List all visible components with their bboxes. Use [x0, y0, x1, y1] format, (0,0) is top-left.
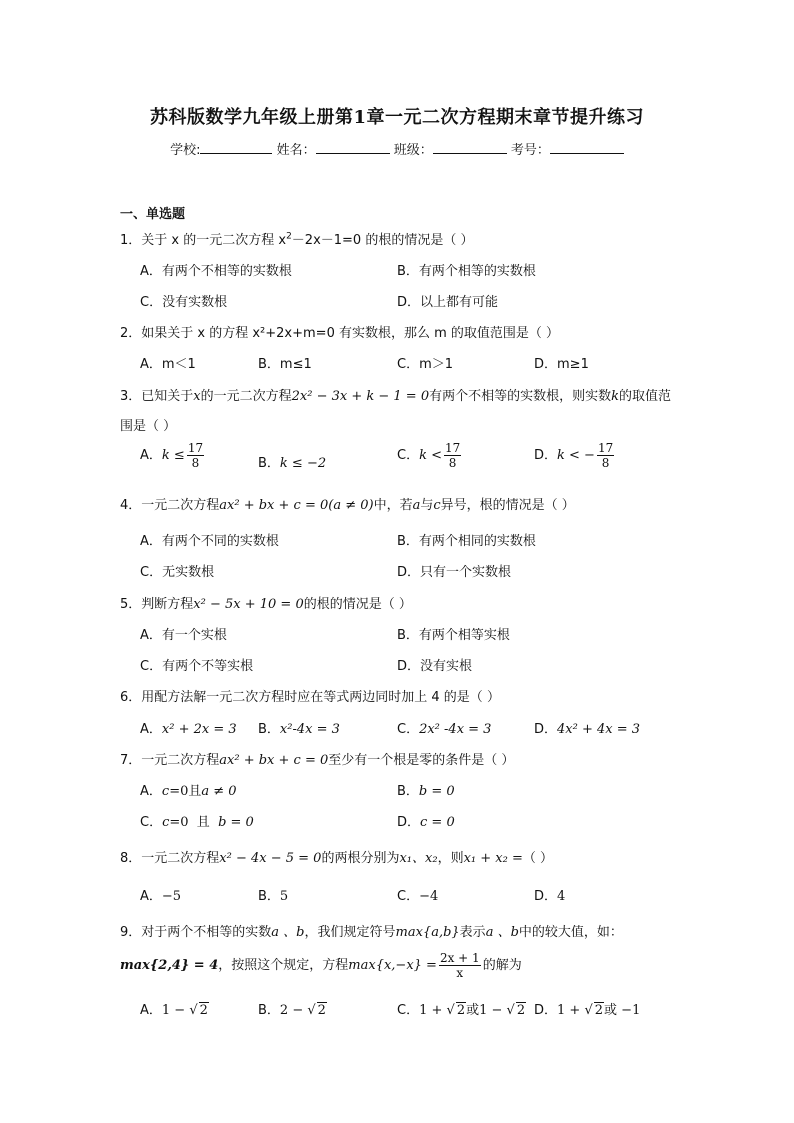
question-1-option-b[interactable]: B．有两个相等的实数根 — [397, 264, 536, 279]
question-4-option-c[interactable]: C．无实数根 — [140, 565, 215, 580]
question-7-option-a[interactable]: A．c=0且a ≠ 0 — [140, 784, 237, 799]
question-9-stem-line2: max{2,4} = 4，按照这个规定，方程max{x,−x} = $\frac{2x + 1}{x}$ 的解为 — [120, 951, 522, 980]
fraction: $\frac{17}{8}$ — [597, 441, 614, 470]
question-9-option-d[interactable]: D．1 + √ 2或 −1 — [534, 1003, 641, 1018]
question-1-stem: 1．关于 x 的一元二次方程 $x^2-2x-1=0$ 的根的情况是（ ） — [120, 231, 474, 248]
question-3-option-c[interactable]: C．k < $\frac{17}{8}$ — [397, 441, 461, 470]
question-6-stem: 6．用配方法解一元二次方程时应在等式两边同时加上 4 的是（ ） — [120, 690, 500, 705]
question-7-stem: 7．一元二次方程ax² + bx + c = 0至少有一个根是零的条件是（ ） — [120, 753, 515, 768]
id-label: 考号： — [510, 143, 550, 158]
student-info-line — [0, 139, 794, 158]
question-4-stem: 4．一元二次方程ax² + bx + c = 0(a ≠ 0)中，若a与c异号，根的情况是（ ） — [120, 498, 575, 513]
question-3-stem-line2: 围是（ ） — [120, 419, 177, 434]
school-blank[interactable] — [200, 140, 272, 154]
question-3-stem: 3．已知关于x的一元二次方程2x² − 3x + k − 1 = 0有两个不相等的实数根，则实数k的取值范 — [120, 389, 672, 404]
school-label: 学校: — [170, 143, 201, 158]
fraction: $\frac{17}{8}$ — [187, 441, 204, 470]
question-8-option-d[interactable]: D．4 — [534, 889, 566, 904]
question-1-option-a[interactable]: A．有两个不相等的实数根 — [140, 264, 292, 279]
question-1-option-d[interactable]: D．以上都有可能 — [397, 295, 499, 310]
fraction: $\frac{2x + 1}{x}$ — [439, 951, 480, 980]
question-5-option-a[interactable]: A．有一个实根 — [140, 628, 227, 643]
fraction: $\frac{17}{8}$ — [444, 441, 461, 470]
question-7-option-c[interactable]: C．c=0 且 b = 0 — [140, 815, 254, 830]
id-blank[interactable] — [550, 140, 624, 154]
question-4-option-b[interactable]: B．有两个相同的实数根 — [397, 534, 536, 549]
question-9-option-a[interactable]: A．1 − √ 2 — [140, 1003, 208, 1018]
question-1-option-c[interactable]: C．没有实数根 — [140, 295, 228, 310]
question-2-option-a[interactable]: A．m＜1 — [140, 357, 196, 372]
question-5-option-c[interactable]: C．有两个不等实根 — [140, 659, 254, 674]
question-6-option-a[interactable]: A．x² + 2x = 3 — [140, 722, 237, 737]
question-5-option-d[interactable]: D．没有实根 — [397, 659, 473, 674]
question-9-option-c[interactable]: C．1 + √ 2或1 − √ 2 — [397, 1003, 526, 1018]
class-label: 班级： — [393, 143, 433, 158]
class-blank[interactable] — [433, 140, 507, 154]
question-3-option-b[interactable]: B．k ≤ −2 — [258, 456, 327, 471]
question-9-stem: 9．对于两个不相等的实数a 、b，我们规定符号max{a,b}表示a 、b中的较大值，如： — [120, 925, 623, 940]
question-6-option-c[interactable]: C．2x² -4x = 3 — [397, 722, 492, 737]
question-3-option-a[interactable]: A．k ≤ $\frac{17}{8}$ — [140, 441, 204, 470]
question-5-option-b[interactable]: B．有两个相等实根 — [397, 628, 510, 643]
question-5-stem: 5．判断方程x² − 5x + 10 = 0的根的情况是（ ） — [120, 597, 412, 612]
question-8-stem: 8．一元二次方程x² − 4x − 5 = 0的两根分别为x₁、x₂，则x₁ + x₂ =（ ） — [120, 851, 553, 866]
question-2-option-c[interactable]: C．m＞1 — [397, 357, 454, 372]
question-4-option-d[interactable]: D．只有一个实数根 — [397, 565, 512, 580]
name-label: 姓名： — [276, 143, 316, 158]
question-2-option-d[interactable]: D．m≥1 — [534, 357, 589, 372]
question-9-option-b[interactable]: B．2 − √ 2 — [258, 1003, 326, 1018]
page-title: 苏科版数学九年级上册第1章一元二次方程期末章节提升练习 — [149, 107, 645, 128]
question-6-option-d[interactable]: D．4x² + 4x = 3 — [534, 722, 641, 737]
question-8-option-c[interactable]: C．−4 — [397, 889, 439, 904]
question-7-option-d[interactable]: D．c = 0 — [397, 815, 455, 830]
question-8-option-b[interactable]: B．5 — [258, 889, 289, 904]
question-7-option-b[interactable]: B．b = 0 — [397, 784, 455, 799]
question-6-option-b[interactable]: B．x²-4x = 3 — [258, 722, 340, 737]
question-8-option-a[interactable]: A．−5 — [140, 889, 182, 904]
question-2-option-b[interactable]: B．m≤1 — [258, 357, 312, 372]
section-heading: 一、单选题 — [120, 207, 186, 222]
name-blank[interactable] — [316, 140, 390, 154]
question-4-option-a[interactable]: A．有两个不同的实数根 — [140, 534, 279, 549]
question-3-option-d[interactable]: D．k < − $\frac{17}{8}$ — [534, 441, 614, 470]
question-2-stem: 2．如果关于 x 的方程 x²+2x+m=0 有实数根，那么 m 的取值范围是（ ） — [120, 326, 560, 341]
